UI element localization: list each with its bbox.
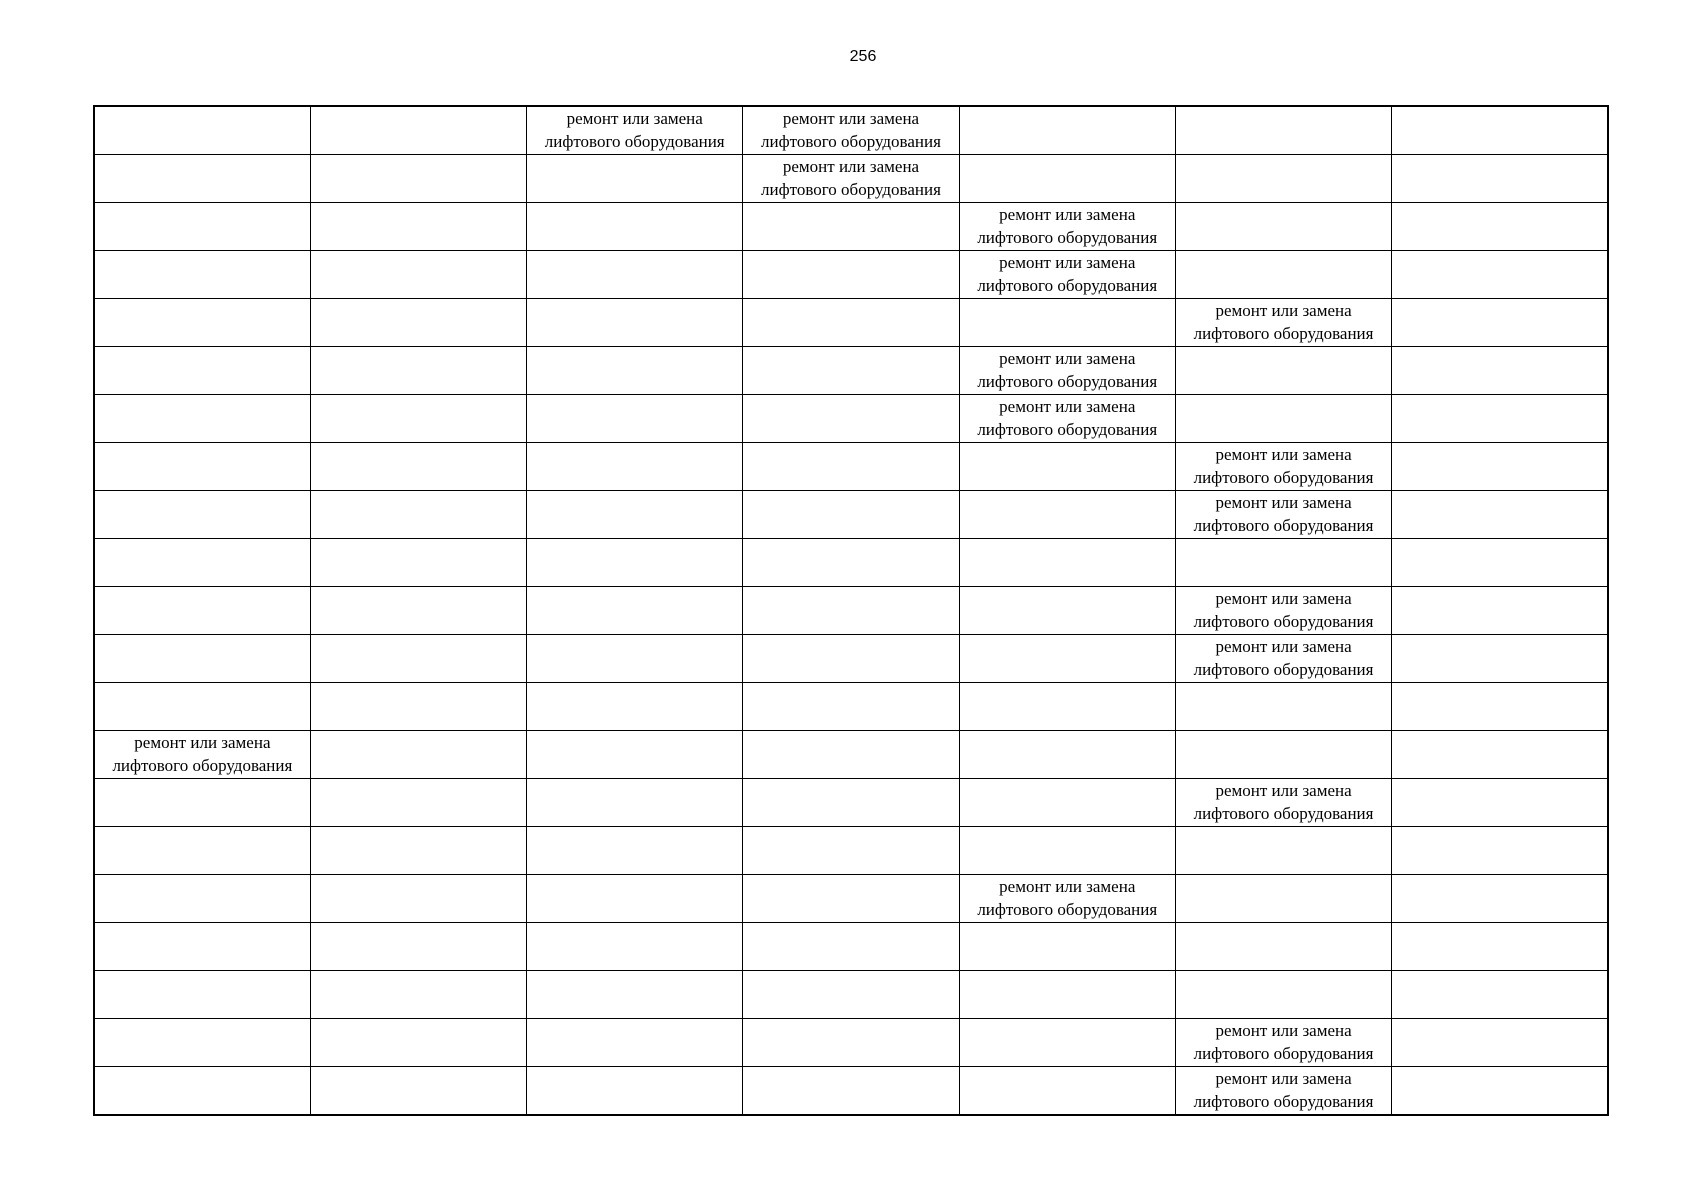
table-cell xyxy=(1392,299,1608,347)
table-row xyxy=(94,155,1608,203)
table-cell xyxy=(94,827,310,875)
table-cell xyxy=(743,491,959,539)
table-cell xyxy=(310,1067,526,1116)
table-cell xyxy=(94,299,310,347)
table-cell xyxy=(1175,539,1391,587)
table-cell: ремонт или замена лифтового оборудования xyxy=(1175,491,1391,539)
table-cell xyxy=(959,443,1175,491)
table-cell xyxy=(1392,347,1608,395)
table-cell xyxy=(94,1067,310,1116)
data-table xyxy=(93,105,1609,1116)
table-cell xyxy=(1175,395,1391,443)
table-cell xyxy=(94,539,310,587)
table-cell xyxy=(1392,395,1608,443)
table-cell xyxy=(94,587,310,635)
table-cell xyxy=(527,587,743,635)
table-row xyxy=(94,539,1608,587)
table-row xyxy=(94,875,1608,923)
table-cell xyxy=(1392,731,1608,779)
table-row xyxy=(94,299,1608,347)
table-cell xyxy=(1175,731,1391,779)
table-cell: ремонт или замена лифтового оборудования xyxy=(1175,299,1391,347)
table-row xyxy=(94,443,1608,491)
table-cell xyxy=(310,971,526,1019)
table-cell xyxy=(1175,875,1391,923)
table-row xyxy=(94,251,1608,299)
table-cell xyxy=(527,491,743,539)
table-cell xyxy=(743,395,959,443)
table-cell xyxy=(1392,875,1608,923)
table-cell xyxy=(527,347,743,395)
table-cell xyxy=(94,875,310,923)
table-cell xyxy=(959,155,1175,203)
table-cell xyxy=(959,683,1175,731)
table-cell xyxy=(527,539,743,587)
table-cell xyxy=(310,923,526,971)
table-cell xyxy=(1392,491,1608,539)
table-cell: ремонт или замена лифтового оборудования xyxy=(94,731,310,779)
table-cell xyxy=(94,1019,310,1067)
table-cell: ремонт или замена лифтового оборудования xyxy=(959,347,1175,395)
table-cell: ремонт или замена лифтового оборудования xyxy=(743,106,959,155)
table-cell xyxy=(310,635,526,683)
table-cell xyxy=(310,683,526,731)
table-cell xyxy=(959,539,1175,587)
table-cell xyxy=(310,539,526,587)
table-cell xyxy=(310,779,526,827)
table-row xyxy=(94,827,1608,875)
table-cell xyxy=(743,539,959,587)
table-cell xyxy=(959,779,1175,827)
table-row xyxy=(94,347,1608,395)
table-row xyxy=(94,106,1608,155)
table-cell xyxy=(94,155,310,203)
table-cell: ремонт или замена лифтового оборудования xyxy=(959,251,1175,299)
table-body xyxy=(94,106,1608,1115)
table-cell xyxy=(1392,1019,1608,1067)
table-cell xyxy=(1175,347,1391,395)
table-cell xyxy=(743,251,959,299)
table-cell xyxy=(959,299,1175,347)
table-cell xyxy=(743,779,959,827)
table-cell xyxy=(959,731,1175,779)
table-cell xyxy=(1175,923,1391,971)
table-cell xyxy=(1175,251,1391,299)
table-cell xyxy=(1175,155,1391,203)
table-cell: ремонт или замена лифтового оборудования xyxy=(1175,1067,1391,1116)
table-cell xyxy=(527,1067,743,1116)
table-cell xyxy=(1175,106,1391,155)
table-cell xyxy=(527,827,743,875)
table-cell xyxy=(959,1067,1175,1116)
table-cell xyxy=(743,587,959,635)
table-cell xyxy=(94,635,310,683)
table-cell xyxy=(310,106,526,155)
table-cell xyxy=(1392,971,1608,1019)
table-cell: ремонт или замена лифтового оборудования xyxy=(1175,443,1391,491)
table-cell xyxy=(527,683,743,731)
table-cell xyxy=(310,251,526,299)
table-cell xyxy=(94,251,310,299)
table-cell xyxy=(1392,587,1608,635)
table-cell xyxy=(94,443,310,491)
table-cell xyxy=(1175,203,1391,251)
table-cell xyxy=(310,299,526,347)
table-row xyxy=(94,587,1608,635)
table-cell xyxy=(959,1019,1175,1067)
table-cell xyxy=(743,1067,959,1116)
table-cell xyxy=(1392,539,1608,587)
table-cell xyxy=(310,731,526,779)
table-cell: ремонт или замена лифтового оборудования xyxy=(527,106,743,155)
table-cell xyxy=(959,587,1175,635)
table-cell xyxy=(743,875,959,923)
table-cell xyxy=(310,827,526,875)
table-cell xyxy=(743,827,959,875)
table-row xyxy=(94,971,1608,1019)
table-cell xyxy=(1392,1067,1608,1116)
table-cell xyxy=(527,875,743,923)
page-number: 256 xyxy=(849,48,877,65)
table-cell: ремонт или замена лифтового оборудования xyxy=(1175,587,1391,635)
table-cell xyxy=(743,299,959,347)
table-cell xyxy=(959,923,1175,971)
table-cell xyxy=(310,155,526,203)
table-cell: ремонт или замена лифтового оборудования xyxy=(959,875,1175,923)
table-cell xyxy=(94,106,310,155)
table-cell: ремонт или замена лифтового оборудования xyxy=(959,395,1175,443)
table-row xyxy=(94,923,1608,971)
table-cell xyxy=(94,683,310,731)
table-cell: ремонт или замена лифтового оборудования xyxy=(743,155,959,203)
table-cell xyxy=(1392,106,1608,155)
table-cell xyxy=(1392,443,1608,491)
table-cell xyxy=(743,1019,959,1067)
table-cell xyxy=(94,923,310,971)
table-cell xyxy=(743,683,959,731)
table-row xyxy=(94,491,1608,539)
table-cell xyxy=(743,347,959,395)
table-cell xyxy=(527,155,743,203)
table-cell: ремонт или замена лифтового оборудования xyxy=(1175,1019,1391,1067)
table-cell xyxy=(743,635,959,683)
table-cell xyxy=(1392,203,1608,251)
table-cell xyxy=(527,923,743,971)
table-cell xyxy=(527,203,743,251)
table-cell xyxy=(527,779,743,827)
table-cell xyxy=(527,635,743,683)
table-cell xyxy=(1175,683,1391,731)
table-cell xyxy=(527,299,743,347)
table-cell xyxy=(1392,779,1608,827)
table-cell xyxy=(527,731,743,779)
table-cell xyxy=(743,203,959,251)
table-row xyxy=(94,683,1608,731)
table-cell xyxy=(94,203,310,251)
table-cell xyxy=(94,779,310,827)
table-cell xyxy=(310,491,526,539)
table-cell: ремонт или замена лифтового оборудования xyxy=(1175,635,1391,683)
table-cell xyxy=(527,1019,743,1067)
table-cell xyxy=(959,491,1175,539)
table-cell xyxy=(743,443,959,491)
table-row xyxy=(94,395,1608,443)
table-cell xyxy=(94,491,310,539)
table-cell xyxy=(1175,827,1391,875)
table-cell xyxy=(1392,683,1608,731)
table-row xyxy=(94,779,1608,827)
table-cell: ремонт или замена лифтового оборудования xyxy=(959,203,1175,251)
table-cell xyxy=(527,251,743,299)
table-cell xyxy=(1392,251,1608,299)
table-cell xyxy=(310,347,526,395)
table-cell xyxy=(94,347,310,395)
table-cell xyxy=(310,395,526,443)
table-row xyxy=(94,1019,1608,1067)
table-cell: ремонт или замена лифтового оборудования xyxy=(1175,779,1391,827)
table-cell xyxy=(310,587,526,635)
table-cell xyxy=(310,203,526,251)
table-cell xyxy=(1392,923,1608,971)
table-cell xyxy=(1392,635,1608,683)
table-cell xyxy=(1175,971,1391,1019)
table-cell xyxy=(1392,155,1608,203)
table-cell xyxy=(959,827,1175,875)
table-cell xyxy=(959,635,1175,683)
table-cell xyxy=(94,971,310,1019)
table-cell xyxy=(527,443,743,491)
table-row xyxy=(94,203,1608,251)
table-cell xyxy=(310,875,526,923)
table-row xyxy=(94,1067,1608,1116)
table-cell xyxy=(527,971,743,1019)
table-cell xyxy=(310,443,526,491)
table-row xyxy=(94,731,1608,779)
table-row xyxy=(94,635,1608,683)
table-cell xyxy=(959,971,1175,1019)
table-cell xyxy=(743,731,959,779)
table-cell xyxy=(310,1019,526,1067)
table-cell xyxy=(1392,827,1608,875)
table-cell xyxy=(743,923,959,971)
table-cell xyxy=(959,106,1175,155)
table-cell xyxy=(743,971,959,1019)
table-cell xyxy=(527,395,743,443)
table-cell xyxy=(94,395,310,443)
